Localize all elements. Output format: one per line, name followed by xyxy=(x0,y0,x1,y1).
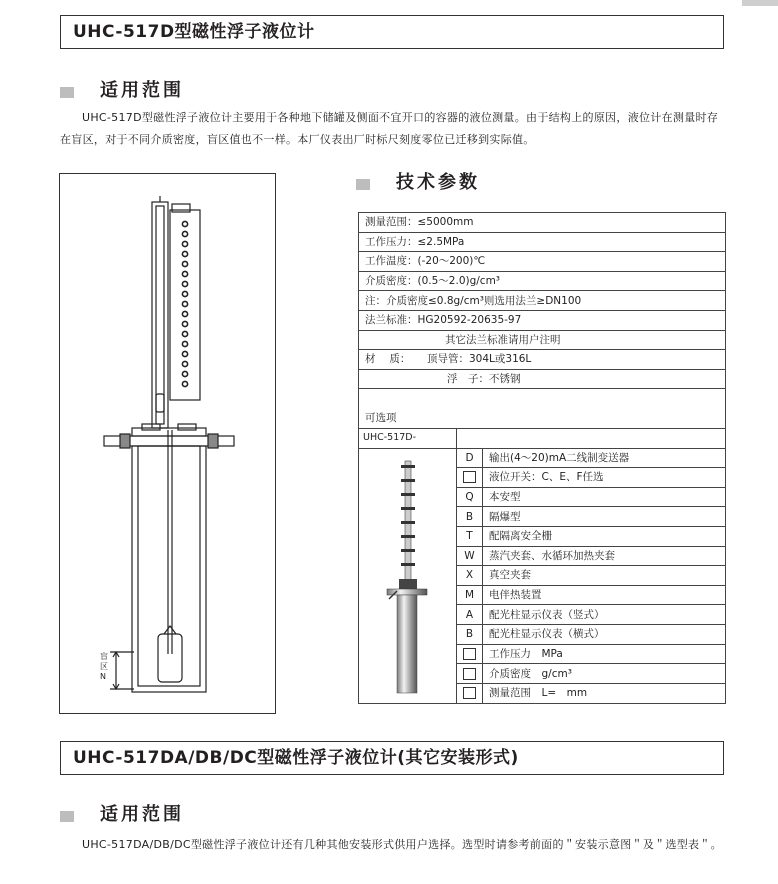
material-row xyxy=(359,369,726,389)
installation-drawing xyxy=(59,173,276,714)
scope-paragraph xyxy=(60,107,725,151)
spec-row: 工作压力：≤2.5MPa xyxy=(359,232,726,252)
scope-heading-2 xyxy=(60,800,184,826)
option-row: X 真空夹套 xyxy=(359,566,726,586)
product-title-box-2 xyxy=(60,741,724,775)
blind-zone-label: 盲区N xyxy=(100,652,108,681)
option-desc: 输出(4～20)mA二线制变送器 xyxy=(483,448,726,468)
material-label: 材 质： xyxy=(365,353,411,366)
scope-text-2: UHC-517DA/DB/DC型磁性浮子液位计还有几种其他安装形式供用户选择。选型时请参考前面的＂安装示意图＂及＂选型表＂。 xyxy=(82,838,722,851)
product-title-box xyxy=(60,15,724,49)
material-row xyxy=(359,350,726,370)
material-float: 浮 子：不锈钢 xyxy=(359,369,726,389)
product-photo xyxy=(359,449,455,697)
spec-row: 其它法兰标准请用户注明 xyxy=(359,330,726,350)
heading-marker xyxy=(60,87,74,98)
material-pipe: 顶导管：304L或316L xyxy=(427,353,532,366)
scope-text: UHC-517D型磁性浮子液位计主要用于各种地下储罐及侧面不宜开口的容器的液位测量。由于结构上的原因，液位计在测量时存在盲区，对于不同介质密度，盲区值也不一样。本厂仪表出厂时标尺刻度零位已迁移到实际值。 xyxy=(60,111,719,146)
product-title-2: UHC-517DA/DB/DC型磁性浮子液位计(其它安装形式) xyxy=(73,748,519,768)
checkbox-square xyxy=(463,668,476,680)
option-row: T 配隔离安全栅 xyxy=(359,526,726,546)
level-gauge-diagram xyxy=(60,174,275,713)
spec-row: 测量范围：≤5000mm xyxy=(359,213,726,233)
spacer-row xyxy=(359,389,726,409)
scope-heading xyxy=(60,76,184,102)
option-row: B 配光柱显示仪表（横式） xyxy=(359,625,726,645)
option-row: 测量范围 L= mm xyxy=(359,683,726,703)
heading-marker xyxy=(356,179,370,190)
option-row: B 隔爆型 xyxy=(359,507,726,527)
option-row: D 输出(4～20)mA二线制变送器 xyxy=(359,448,726,468)
option-row: A 配光柱显示仪表（竖式） xyxy=(359,605,726,625)
product-title: UHC-517D型磁性浮子液位计 xyxy=(73,22,315,42)
option-desc: 液位开关：C、E、F任选 xyxy=(483,468,726,488)
spec-table xyxy=(358,212,726,704)
spec-row: 法兰标准：HG20592-20635-97 xyxy=(359,310,726,330)
tech-heading-text: 技术参数 xyxy=(396,172,480,193)
spec-row: 介质密度：(0.5～2.0)g/cm³ xyxy=(359,271,726,291)
option-row: 工作压力 MPa xyxy=(359,644,726,664)
spec-row: 注：介质密度≤0.8g/cm³则选用法兰≥DN100 xyxy=(359,291,726,311)
checkbox-square xyxy=(463,471,476,483)
scope-paragraph-2 xyxy=(60,834,725,856)
optional-row xyxy=(359,409,726,429)
tech-heading xyxy=(356,168,480,194)
checkbox-square xyxy=(463,687,476,699)
option-row: 介质密度 g/cm³ xyxy=(359,664,726,684)
optional-label: 可选项 xyxy=(359,409,726,429)
page-corner-tab xyxy=(742,0,778,6)
model-prefix: UHC-517D- xyxy=(359,428,457,448)
scope-heading-2-text: 适用范围 xyxy=(100,804,184,825)
product-photo-cell xyxy=(359,448,457,703)
option-row: M 电伴热装置 xyxy=(359,585,726,605)
scope-heading-text: 适用范围 xyxy=(100,80,184,101)
option-row: W 蒸汽夹套、水循环加热夹套 xyxy=(359,546,726,566)
magnetic-flaps xyxy=(182,221,187,386)
option-row: Q 本安型 xyxy=(359,487,726,507)
spec-row: 工作温度：(-20～200)℃ xyxy=(359,252,726,272)
model-prefix-row xyxy=(359,428,726,448)
checkbox-square xyxy=(463,648,476,660)
heading-marker xyxy=(60,811,74,822)
